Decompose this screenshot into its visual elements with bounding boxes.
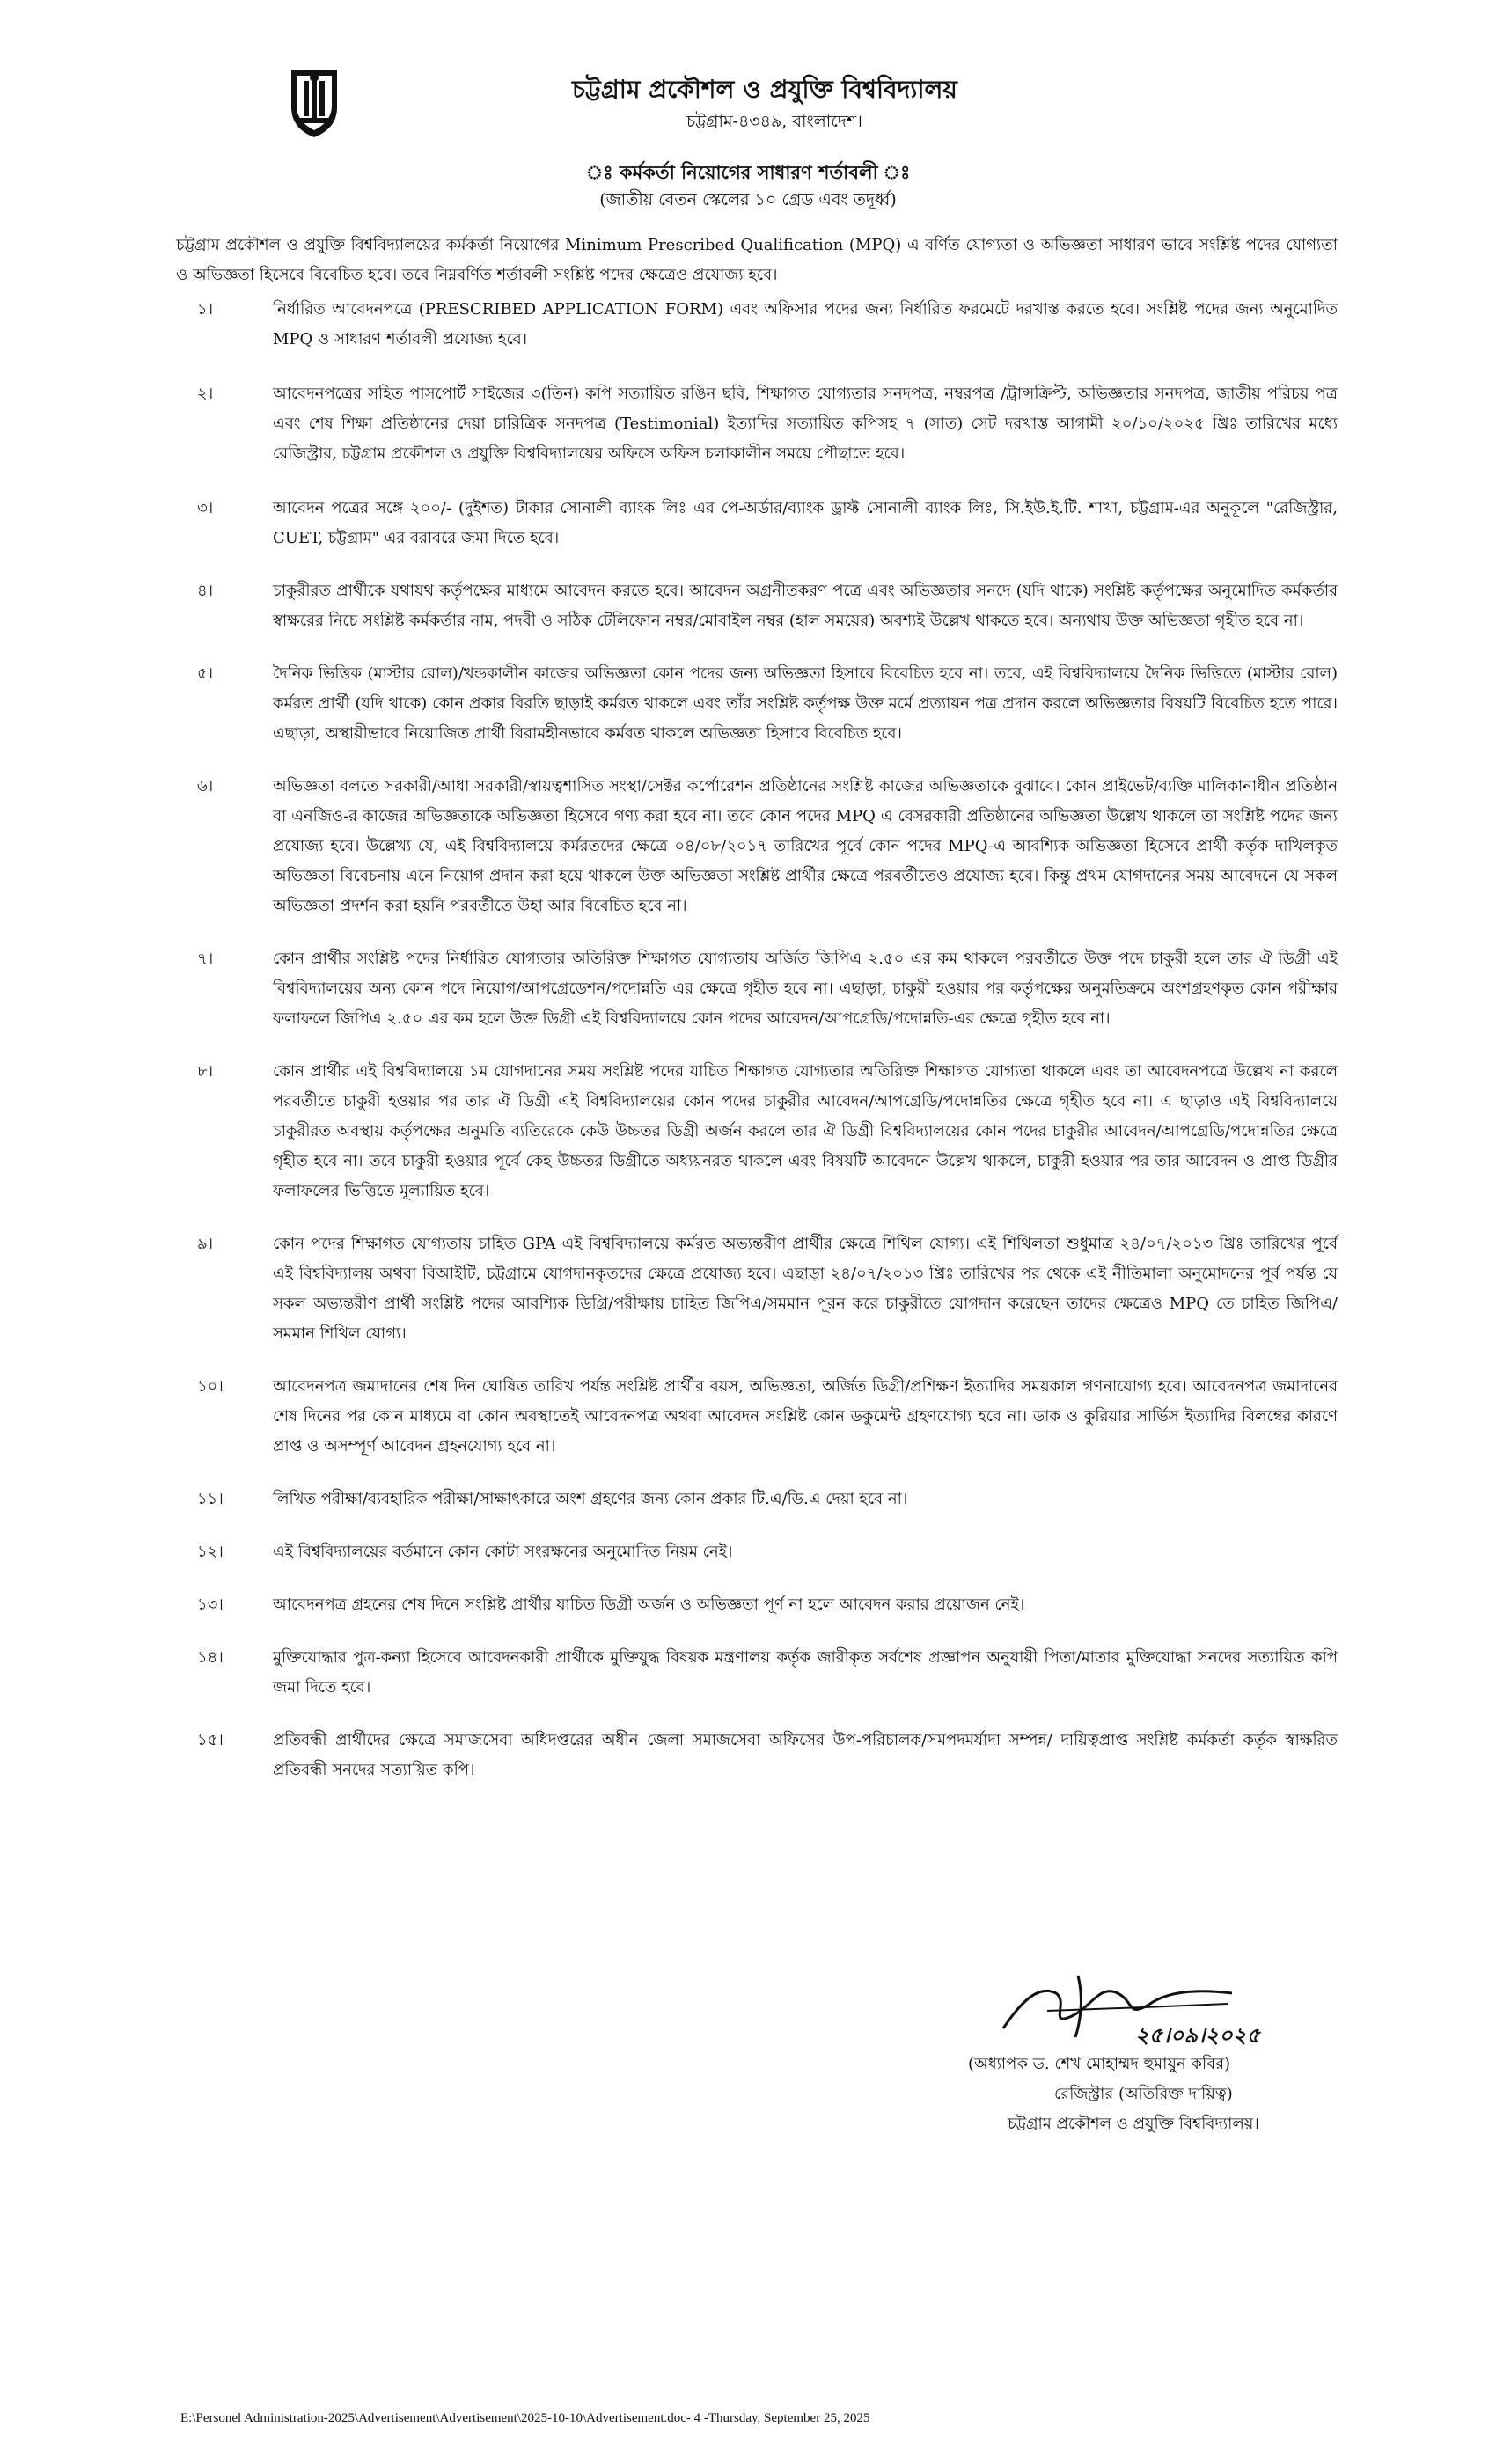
notice-subtitle: (জাতীয় বেতন স্কেলের ১০ গ্রেড এবং তদূর্ধ্ব): [599, 190, 897, 209]
signatory-name: (অধ্যাপক ড. শেখ মোহাম্মদ হুমায়ুন কবির): [968, 2055, 1231, 2073]
condition-text: আবেদনপত্র গ্রহনের শেষ দিনে সংশ্লিষ্ট প্রার্থীর যাচিত ডিগ্রী অর্জন ও অভিজ্ঞতা পূর্ণ না হলে আবেদন করার প্রয়োজন নেই।: [273, 1595, 1025, 1614]
condition-item: [176, 1057, 1338, 1206]
condition-text: আবেদনপত্রের সহিত পাসপোর্ট সাইজের ৩(তিন) কপি সত্যায়িত রঙিন ছবি, শিক্ষাগত যোগ্যতার সনদপত্র, নম্বরপত্র /ট্রান্সক্রিপ্ট, অভিজ্ঞতার সনদপত্র, জাতীয় পরিচয় পত্র এবং শেষ শিক্ষা প্রতিষ্ঠানের দেয়া চারিত্রিক সনদপত্র (Testimonial) ইত্যাদির সত্যায়িত কপিসহ ৭ (সাত) সেট দরখাস্ত আগামী ২০/১০/২০২৫ খ্রিঃ তারিখের মধ্যে রেজিস্ট্রার, চট্টগ্রাম প্রকৌশল ও প্রযুক্তি বিশ্ববিদ্যালয়ের অফিসে অফিস চলাকালীন সময়ে পৌছাতে হবে।: [273, 385, 1338, 463]
condition-text: অভিজ্ঞতা বলতে সরকারী/আধা সরকারী/স্বায়ত্বশাসিত সংস্থা/সেক্টর কর্পোরেশন প্রতিষ্ঠানের সংশ্লিষ্ট কাজের অভিজ্ঞতাকে বুঝাবে। কোন প্রাইভেট/ব্যক্তি মালিকানাধীন প্রতিষ্ঠান বা এনজিও-র কাজের অভিজ্ঞতাকে অভিজ্ঞতা হিসেবে গণ্য করা হবে না। তবে কোন পদের MPQ এ বেসরকারী প্রতিষ্ঠানের অভিজ্ঞতা উল্লেখ থাকলে তা সংশ্লিষ্ট পদের জন্য প্রযোজ্য হবে। উল্লেখ্য যে, এই বিশ্ববিদ্যালয়ে কর্মরতদের ক্ষেত্রে ০৪/০৮/২০১৭ তারিখের পূর্বে কোন পদের MPQ-এ আবশ্যিক অভিজ্ঞতা হিসেবে প্রার্থী কর্তৃক দাখিলকৃত অভিজ্ঞতা বিবেচনায় এনে নিয়োগ প্রদান করা হয়ে থাকলে উক্ত অভিজ্ঞতা সংশ্লিষ্ট প্রার্থীর ক্ষেত্রে পরবর্তীতেও প্রযোজ্য হবে। কিন্তু প্রথম যোগদানের সময় আবেদনে যে সকল অভিজ্ঞতা প্রদর্শন করা হয়নি পরবর্তীতে উহা আর বিবেচিত হবে না।: [273, 777, 1338, 915]
condition-number: ১১।: [197, 1490, 224, 1508]
condition-text: আবেদনপত্র জমাদানের শেষ দিন ঘোষিত তারিখ পর্যন্ত সংশ্লিষ্ট প্রার্থীর বয়স, অভিজ্ঞতা, অর্জিত ডিগ্রী/প্রশিক্ষণ ইত্যাদির সময়কাল গণনাযোগ্য হবে। আবেদনপত্র জমাদানের শেষ দিনের পর কোন মাধ্যমে বা কোন অবস্থাতেই আবেদনপত্র অথবা আবেদন সংশ্লিষ্ট কোন ডকুমেন্ট গ্রহণযোগ্য হবে না। ডাক ও কুরিয়ার সার্ভিস ইত্যাদির বিলম্বের কারণে প্রাপ্ত ও অসম্পূর্ণ আবেদন গ্রহনযোগ্য হবে না।: [273, 1377, 1338, 1456]
condition-item: [176, 379, 1338, 469]
condition-item: [176, 1726, 1338, 1786]
notice-intro: চট্টগ্রাম প্রকৌশল ও প্রযুক্তি বিশ্ববিদ্যালয়ের কর্মকর্তা নিয়োগের Minimum Prescribed Qualification (MPQ) এ বর্ণিত যোগ্যতা ও অভিজ্ঞতা সাধারণ ভাবে সংশ্লিষ্ট পদের যোগ্যতা ও অভিজ্ঞতা হিসেবে বিবেচিত হবে। তবে নিম্নবর্ণিত শর্তাবলী সংশ্লিষ্ট পদের ক্ষেত্রেও প্রযোজ্য হবে।: [176, 236, 1338, 284]
condition-text: এই বিশ্ববিদ্যালয়ের বর্তমানে কোন কোটা সংরক্ষনের অনুমোদিত নিয়ম নেই।: [273, 1543, 733, 1561]
condition-number: ১৫।: [197, 1731, 224, 1749]
university-address: চট্টগ্রাম-৪৩৪৯, বাংলাদেশ।: [686, 112, 862, 131]
condition-number: ৬।: [197, 777, 214, 796]
conditions-list: [176, 295, 1338, 1786]
condition-item: [176, 1643, 1338, 1703]
condition-number: ৫।: [197, 664, 214, 683]
notice-title-block: [0, 158, 1496, 213]
condition-text: মুক্তিযোদ্ধার পুত্র-কন্যা হিসেবে আবেদনকারী প্রার্থীকে মুক্তিযুদ্ধ বিষয়ক মন্ত্রণালয় কর্তৃক জারীকৃত সর্বশেষ প্রজ্ঞাপন অনুযায়ী পিতা/মাতার মুক্তিযোদ্ধা সনদের সত্যায়িত কপি জমা দিতে হবে।: [273, 1648, 1338, 1697]
condition-number: ১৪।: [197, 1648, 224, 1667]
condition-item: [176, 295, 1338, 355]
condition-text: নির্ধারিত আবেদনপত্রে (PRESCRIBED APPLICATION FORM) এবং অফিসার পদের জন্য নির্ধারিত ফরমেটে দরখাস্ত করতে হবে। সংশ্লিষ্ট পদের জন্য অনুমোদিত MPQ ও সাধারণ শর্তাবলী প্রযোজ্য হবে।: [273, 300, 1338, 348]
condition-number: ৮।: [197, 1062, 214, 1081]
condition-text: কোন প্রার্থীর এই বিশ্ববিদ্যালয়ে ১ম যোগদানের সময় সংশ্লিষ্ট পদের যাচিত শিক্ষাগত যোগ্যতার অতিরিক্ত শিক্ষাগত যোগ্যতা থাকলে এবং তা আবেদনপত্রে উল্লেখ না করলে পরবর্তীতে চাকুরী হওয়ার পর তার ঐ ডিগ্রী এই বিশ্ববিদ্যালয়ের কোন পদের চাকুরীর আবেদন/আপগ্রেডি/পদোন্নতির ক্ষেত্রে গৃহীত হবে না। এ ছাড়াও এই বিশ্ববিদ্যালয়ে চাকুরীরত অবস্থায় কর্তৃপক্ষের অনুমতি ব্যতিরেকে কেউ উচ্চতর ডিগ্রী অর্জন করলে তার ঐ ডিগ্রী বিশ্ববিদ্যালয়ের কোন পদের চাকুরীর আবেদন/আপগ্রেডি/পদোন্নতির ক্ষেত্রে গৃহীত হবে না। তবে চাকুরী হওয়ার পূর্বে কেহ উচ্চতর ডিগ্রীতে অধ্যয়নরত থাকলে এবং বিষয়টি আবেদনে উল্লেখ থাকলে, চাকুরী হওয়ার পর তার আবেদন ও প্রাপ্ত ডিগ্রীর ফলাফলের ভিত্তিতে মূল্যায়িত হবে।: [273, 1062, 1338, 1200]
notice-title: ঃ কর্মকর্তা নিয়োগের সাধারণ শর্তাবলী ঃ: [585, 161, 911, 183]
condition-item: [176, 944, 1338, 1034]
file-path-footer: E:\Personel Administration-2025\Advertisement\Advertisement\2025-10-10\Advertisement.doc- 4 -Thursday, September 25, 2025: [180, 2411, 870, 2425]
signatory-designation: রেজিস্ট্রার (অতিরিক্ত দায়িত্ব): [1054, 2085, 1233, 2103]
condition-item: [176, 659, 1338, 749]
condition-item: [176, 1485, 1338, 1514]
condition-item: [176, 1537, 1338, 1567]
signature-date: ২৫।০৯।২০২৫: [1135, 2022, 1260, 2048]
condition-text: কোন পদের শিক্ষাগত যোগ্যতায় চাহিত GPA এই বিশ্ববিদ্যালয়ে কর্মরত অভ্যন্তরীণ প্রার্থীর ক্ষেত্রে শিথিল যোগ্য। এই শিথিলতা শুধুমাত্র ২৪/০৭/২০১৩ খ্রিঃ তারিখের পূর্বে এই বিশ্ববিদ্যালয় অথবা বিআইটি, চট্টগ্রামে যোগদানকৃতদের ক্ষেত্রে প্রযোজ্য হবে। এছাড়া ২৪/০৭/২০১৩ খ্রিঃ তারিখের পর থেকে এই নীতিমালা অনুমোদনের পূর্ব পর্যন্ত যে সকল অভ্যন্তরীণ প্রার্থী সংশ্লিষ্ট পদের আবশ্যিক ডিগ্রি/পরীক্ষায় চাহিত জিপিএ/সমমান পূরন করে চাকুরীতে যোগদান করেছেন তাদের ক্ষেত্রেও MPQ তে চাহিত জিপিএ/সমমান শিথিল যোগ্য।: [273, 1235, 1338, 1343]
condition-number: ২।: [197, 385, 214, 403]
condition-text: চাকুরীরত প্রার্থীকে যথাযথ কর্তৃপক্ষের মাধ্যমে আবেদন করতে হবে। আবেদন অগ্রনীতকরণ পত্রে এবং অভিজ্ঞতার সনদে (যদি থাকে) সংশ্লিষ্ট কর্তৃপক্ষের অনুমোদিত কর্মকর্তার স্বাক্ষরের নিচে সংশ্লিষ্ট কর্মকর্তার নাম, পদবী ও সঠিক টেলিফোন নম্বর/মোবাইল নম্বর (হাল সময়ের) অবশ্যই উল্লেখ থাকতে হবে। অন্যথায় উক্ত অভিজ্ঞতা গৃহীত হবে না।: [273, 582, 1338, 630]
condition-number: ১০।: [197, 1377, 224, 1396]
condition-item: [176, 1590, 1338, 1620]
condition-text: কোন প্রার্থীর সংশ্লিষ্ট পদের নির্ধারিত যোগ্যতার অতিরিক্ত শিক্ষাগত যোগ্যতায় অর্জিত জিপিএ ২.৫০ এর কম থাকলে পরবর্তীতে উক্ত পদে চাকুরী হলে তার ঐ ডিগ্রী এই বিশ্ববিদ্যালয়ের অন্য কোন পদে নিয়োগ/আপগ্রেডেশন/পদোন্নতি এর ক্ষেত্রে গৃহীত হবে না। এছাড়া, চাকুরী হওয়ার পর কর্তৃপক্ষের অনুমতিক্রমে অংশগ্রহণকৃত কোন পরীক্ষার ফলাফলে জিপিএ ২.৫০ এর কম হলে উক্ত ডিগ্রী এই বিশ্ববিদ্যালয়ে কোন পদের আবেদন/আপগ্রেডি/পদোন্নতি-এর ক্ষেত্রে গৃহীত হবে না।: [273, 950, 1338, 1028]
condition-text: লিখিত পরীক্ষা/ব্যবহারিক পরীক্ষা/সাক্ষাৎকারে অংশ গ্রহণের জন্য কোন প্রকার টি.এ/ডি.এ দেয়া হবে না।: [273, 1490, 908, 1508]
condition-item: [176, 772, 1338, 921]
condition-number: ৭।: [197, 950, 214, 968]
condition-number: ৪।: [197, 582, 214, 600]
condition-text: আবেদন পত্রের সঙ্গে ২০০/- (দুইশত) টাকার সোনালী ব্যাংক লিঃ এর পে-অর্ডার/ব্যাংক ড্রাফ্ট সোনালী ব্যাংক লিঃ, সি.ইউ.ই.টি. শাখা, চট্টগ্রাম-এর অনুকূলে "রেজিস্ট্রার, CUET, চট্টগ্রাম" এর বরাবরে জমা দিতে হবে।: [273, 499, 1338, 547]
condition-item: [176, 576, 1338, 636]
letterhead: [0, 62, 1496, 141]
university-crest-icon: [286, 67, 342, 139]
condition-number: ৯।: [197, 1235, 214, 1253]
condition-number: ৩।: [197, 499, 214, 517]
signatory-organization: চট্টগ্রাম প্রকৌশল ও প্রযুক্তি বিশ্ববিদ্যালয়।: [1008, 2115, 1259, 2133]
condition-number: ১২।: [197, 1543, 224, 1561]
university-name: চট্টগ্রাম প্রকৌশল ও প্রযুক্তি বিশ্ববিদ্যালয়: [572, 75, 957, 104]
condition-item: [176, 1229, 1338, 1349]
condition-item: [176, 1372, 1338, 1462]
condition-text: প্রতিবন্ধী প্রার্থীদের ক্ষেত্রে সমাজসেবা অধিদপ্তরের অধীন জেলা সমাজসেবা অফিসের উপ-পরিচালক/সমপদমর্যাদা সম্পন্ন/ দায়িত্বপ্রাপ্ত সংশ্লিষ্ট কর্মকর্তা কর্তৃক স্বাক্ষরিত প্রতিবন্ধী সনদের সত্যায়িত কপি।: [273, 1731, 1338, 1779]
condition-text: দৈনিক ভিত্তিক (মাস্টার রোল)/খন্ডকালীন কাজের অভিজ্ঞতা কোন পদের জন্য অভিজ্ঞতা হিসাবে বিবেচিত হবে না। তবে, এই বিশ্ববিদ্যালয়ে দৈনিক ভিত্তিতে (মাস্টার রোল) কর্মরত প্রার্থী (যদি থাকে) কোন প্রকার বিরতি ছাড়াই কর্মরত থাকলে এবং তাঁর সংশ্লিষ্ট কর্তৃপক্ষ উক্ত মর্মে প্রত্যায়ন পত্র প্রদান করলে অভিজ্ঞতার বিষয়টি বিবেচিত হতে পারে। এছাড়া, অস্থায়ীভাবে নিয়োজিত প্রার্থী বিরামহীনভাবে কর্মরত থাকলে অভিজ্ঞতা হিসাবে বিবেচিত হবে।: [273, 664, 1338, 743]
condition-number: ১৩।: [197, 1595, 224, 1614]
condition-number: ১।: [197, 300, 214, 319]
condition-item: [176, 494, 1338, 554]
